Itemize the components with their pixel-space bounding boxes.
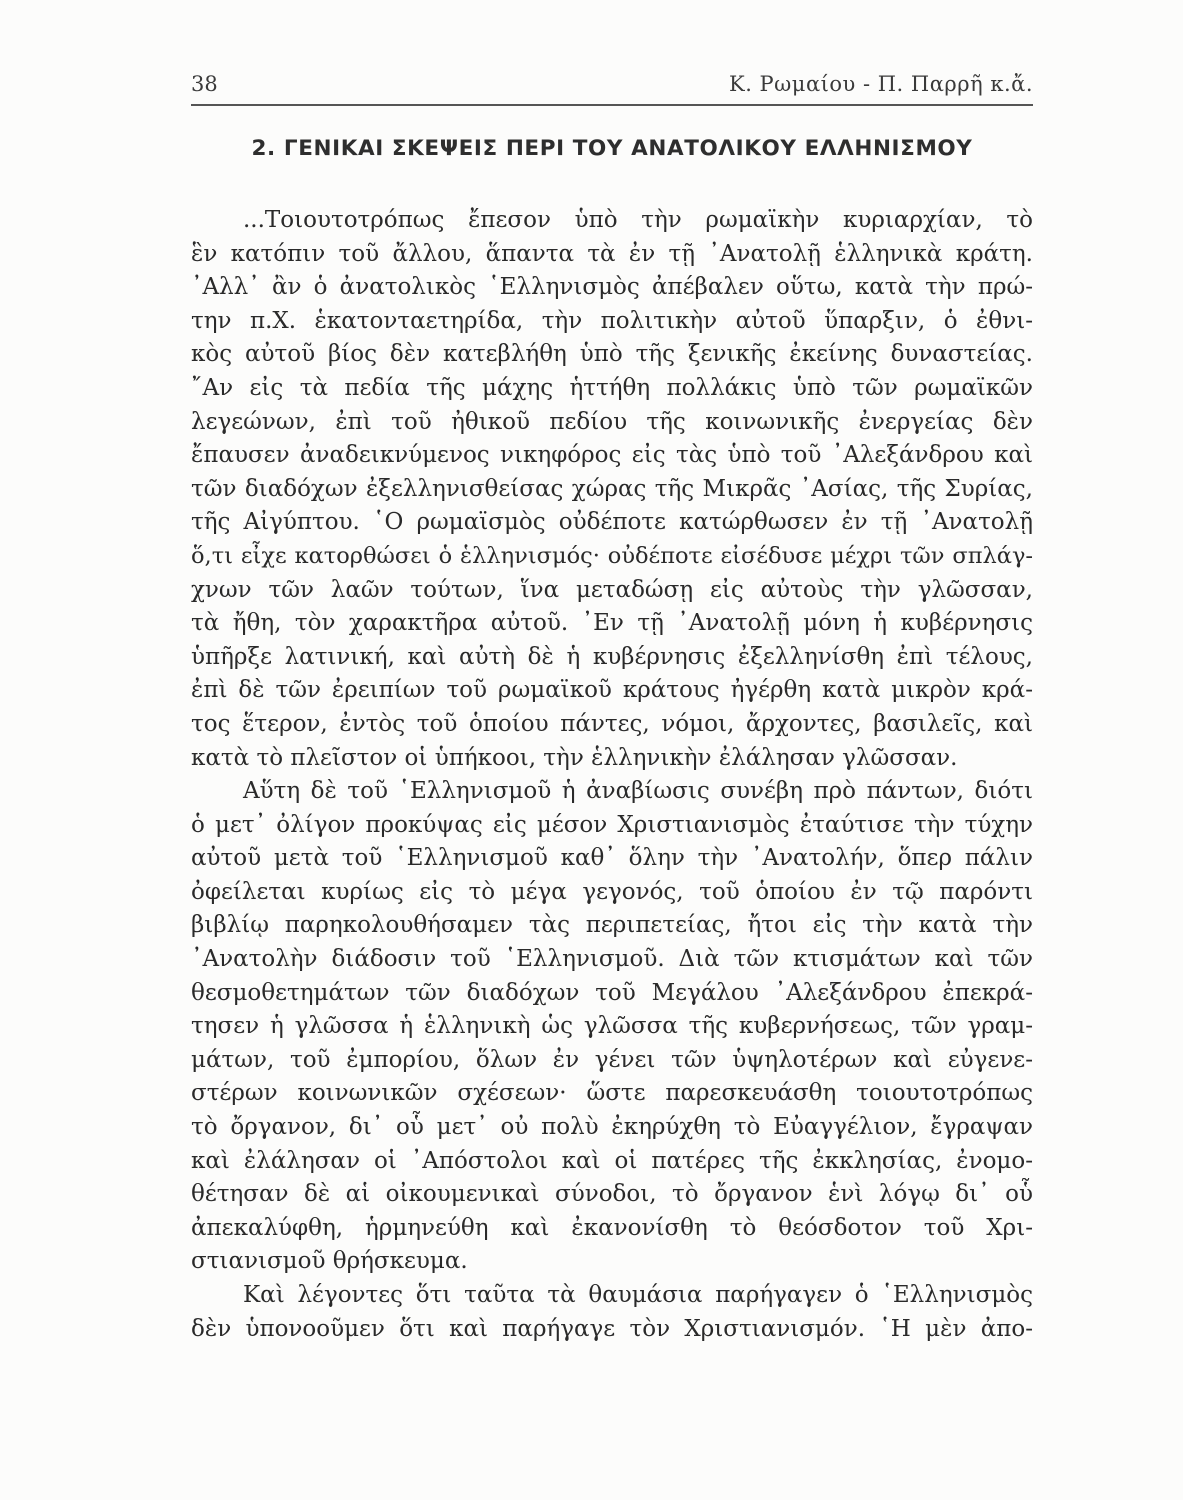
text-line: ἔπαυσεν ἀναδεικνύμενος νικηφόρος εἰς τὰς ὑπὸ τοῦ ᾿Αλεξάνδρου καὶ (191, 442, 1033, 469)
text-line: κατὰ τὸ πλεῖστον οἱ ὑπήκοοι, τὴν ἑλληνικὴν ἐλάλησαν γλῶσσαν. (191, 744, 958, 771)
text-line: ὅ,τι εἶχε κατορθώσει ὁ ἑλληνισμός· οὐδέποτε εἰσέδυσε μέχρι τῶν σπλάγ- (191, 542, 1033, 569)
text-line: ἐπὶ δὲ τῶν ἐρειπίων τοῦ ρωμαϊκοῦ κράτους ἠγέρθη κατὰ μικρὸν κρά- (191, 677, 1033, 704)
text-line: Καὶ λέγοντες ὅτι ταῦτα τὰ θαυμάσια παρήγαγεν ὁ ῾Ελληνισμὸς (243, 1282, 1033, 1308)
text-line: ῎Αν εἰς τὰ πεδία τῆς μάχης ἡττήθη πολλάκις ὑπὸ τῶν ρωμαϊκῶν (191, 374, 1033, 401)
section-title: 2. ΓΕΝΙΚΑΙ ΣΚΕΨΕΙΣ ΠΕΡΙ ΤΟΥ ΑΝΑΤΟΛΙΚΟΥ ΕΛΛΗΝΙΣΜΟΥ (251, 136, 973, 161)
text-line: τος ἕτερον, ἐντὸς τοῦ ὁποίου πάντες, νόμοι, ἄρχοντες, βασιλεῖς, καὶ (191, 710, 1033, 737)
text-line: καὶ ἐλάλησαν οἱ ᾿Απόστολοι καὶ οἱ πατέρες τῆς ἐκκλησίας, ἐνομο- (191, 1147, 1033, 1174)
text-line: μάτων, τοῦ ἐμπορίου, ὅλων ἐν γένει τῶν ὑψηλοτέρων καὶ εὐγενε- (191, 1046, 1033, 1073)
text-line: τῶν διαδόχων ἐξελληνισθείσας χώρας τῆς Μικρᾶς ᾿Ασίας, τῆς Συρίας, (191, 475, 1033, 502)
text-line: τησεν ἡ γλῶσσα ἡ ἑλληνικὴ ὡς γλῶσσα τῆς κυβερνήσεως, τῶν γραμ- (191, 1013, 1033, 1040)
text-line: τὸ ὄργανον, δι᾿ οὗ μετ᾿ οὐ πολὺ ἐκηρύχθη τὸ Εὐαγγέλιον, ἔγραψαν (191, 1114, 1033, 1141)
header-rule (191, 104, 1033, 106)
text-line: στέρων κοινωνικῶν σχέσεων· ὥστε παρεσκευάσθη τοιουτοτρόπως (191, 1080, 1033, 1107)
text-line: ὑπῆρξε λατινική, καὶ αὐτὴ δὲ ἡ κυβέρνησις ἐξελληνίσθη ἐπὶ τέλους, (191, 643, 1033, 670)
text-line: ἓν κατόπιν τοῦ ἄλλου, ἅπαντα τὰ ἐν τῇ ᾿Ανατολῇ ἑλληνικὰ κράτη. (191, 240, 1033, 267)
text-line: αὐτοῦ μετὰ τοῦ ῾Ελληνισμοῦ καθ᾿ ὅλην τὴν ᾿Ανατολήν, ὅπερ πάλιν (191, 845, 1033, 872)
running-head: Κ. Ρωμαίου - Π. Παρρῆ κ.ἄ. (729, 72, 1033, 96)
text-line: ᾿Ανατολὴν διάδοσιν τοῦ ῾Ελληνισμοῦ. Διὰ τῶν κτισμάτων καὶ τῶν (191, 946, 1033, 973)
page-number: 38 (191, 72, 218, 96)
text-line: ...Τοιουτοτρόπως ἔπεσον ὑπὸ τὴν ρωμαϊκὴν κυριαρχίαν, τὸ (243, 207, 1033, 233)
page-header (191, 66, 1033, 106)
text-line: ὁ μετ᾿ ὀλίγον προκύψας εἰς μέσον Χριστιανισμὸς ἐταύτισε τὴν τύχην (191, 811, 1033, 838)
text-line: κὸς αὐτοῦ βίος δὲν κατεβλήθη ὑπὸ τῆς ξενικῆς ἐκείνης δυναστείας. (191, 341, 1033, 368)
text-line: στιανισμοῦ θρήσκευμα. (191, 1248, 468, 1275)
text-line: χνων τῶν λαῶν τούτων, ἵνα μεταδώσῃ εἰς αὐτοὺς τὴν γλῶσσαν, (191, 576, 1033, 603)
text-line: θεσμοθετημάτων τῶν διαδόχων τοῦ Μεγάλου ᾿Αλεξάνδρου ἐπεκρά- (191, 979, 1033, 1006)
text-line: ὀφείλεται κυρίως εἰς τὸ μέγα γεγονός, τοῦ ὁποίου ἐν τῷ παρόντι (191, 878, 1033, 905)
text-line: δὲν ὑπονοοῦμεν ὅτι καὶ παρήγαγε τὸν Χριστιανισμόν. ῾Η μὲν ἀπο- (191, 1315, 1033, 1342)
text-line: ἀπεκαλύφθη, ἡρμηνεύθη καὶ ἐκανονίσθη τὸ θεόσδοτον τοῦ Χρι- (191, 1214, 1033, 1241)
text-line: την π.Χ. ἑκατονταετηρίδα, τὴν πολιτικὴν αὐτοῦ ὕπαρξιν, ὁ ἐθνι- (191, 307, 1033, 334)
text-line: βιβλίῳ παρηκολουθήσαμεν τὰς περιπετείας, ἤτοι εἰς τὴν κατὰ τὴν (191, 912, 1033, 939)
text-line: τὰ ἤθη, τὸν χαρακτῆρα αὐτοῦ. ᾿Εν τῇ ᾿Ανατολῇ μόνη ἡ κυβέρνησις (191, 610, 1033, 637)
text-line: Αὕτη δὲ τοῦ ῾Ελληνισμοῦ ἡ ἀναβίωσις συνέβη πρὸ πάντων, διότι (243, 778, 1033, 805)
text-line: τῆς Αἰγύπτου. ῾Ο ρωμαϊσμὸς οὐδέποτε κατώρθωσεν ἐν τῇ ᾿Ανατολῇ (191, 509, 1033, 536)
text-line: θέτησαν δὲ αἱ οἰκουμενικαὶ σύνοδοι, τὸ ὄργανον ἑνὶ λόγῳ δι᾿ οὗ (191, 1181, 1033, 1208)
text-line: ᾿Αλλ᾿ ἂν ὁ ἀνατολικὸς ῾Ελληνισμὸς ἀπέβαλεν οὕτω, κατὰ τὴν πρώ- (191, 274, 1033, 301)
text-line: λεγεώνων, ἐπὶ τοῦ ἠθικοῦ πεδίου τῆς κοινωνικῆς ἐνεργείας δὲν (191, 408, 1033, 435)
body-text (191, 204, 1033, 1346)
